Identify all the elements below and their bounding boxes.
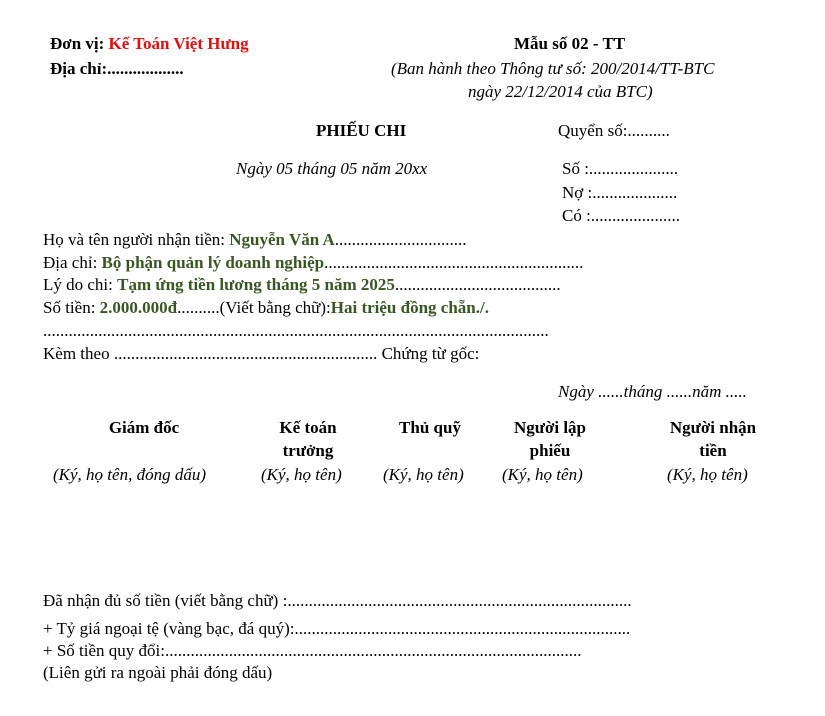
converted-amount-line: + Số tiền quy đổi:.................................................................................................. [43, 641, 582, 660]
sign-date: Ngày ......tháng ......năm ..... [558, 382, 747, 401]
attached-line [43, 343, 479, 364]
issued-line-2: ngày 22/12/2014 của BTC) [468, 82, 653, 101]
attached-label: Kèm theo .............................................................. [43, 344, 378, 363]
address-line [43, 252, 583, 273]
signature-receiver [655, 416, 771, 462]
recipient-label: Họ và tên người nhận tiền: [43, 230, 230, 249]
signature-note: (Ký, họ tên) [383, 465, 464, 484]
recipient-dots: ............................... [334, 230, 467, 249]
signature-chief-accountant [258, 416, 358, 462]
signature-role: Người lập [513, 418, 587, 437]
signature-preparer [498, 416, 602, 462]
signature-note: (Ký, họ tên) [261, 465, 342, 484]
reason-line [43, 274, 561, 295]
address-dots: ............................................................. [324, 253, 584, 272]
signature-role-cont [40, 439, 248, 462]
copy-note: (Liên gửi ra ngoài phải đóng dấu) [43, 663, 273, 682]
exchange-rate-line: + Tỷ giá ngoại tệ (vàng bạc, đá quý):............................................................................... [43, 619, 631, 638]
credit-account: Có :..................... [562, 206, 681, 225]
signature-role: Kế toán [279, 418, 337, 437]
signature-role-cont: trưởng [282, 441, 334, 460]
signature-director [40, 416, 248, 462]
reason-label: Lý do chi: [43, 275, 118, 294]
address-label: Địa chỉ: [43, 253, 102, 272]
signature-role: Giám đốc [108, 418, 180, 437]
reason-value: Tạm ứng tiền lương tháng 5 năm 2025 [117, 275, 395, 294]
form-number: Mẫu số 02 - TT [514, 34, 626, 53]
received-amount-line: Đã nhận đủ số tiền (viết bằng chữ) :................................................................................. [43, 591, 632, 610]
address-value: Bộ phận quản lý doanh nghiệp [101, 253, 325, 272]
amount-words: Hai triệu đồng chẵn./. [330, 298, 489, 317]
issued-line-1: (Ban hành theo Thông tư số: 200/2014/TT-BTC [391, 59, 715, 78]
signature-note: (Ký, họ tên, đóng dấu) [53, 465, 206, 484]
book-number: Quyển số:.......... [558, 121, 670, 140]
attached-suffix: Chứng từ gốc: [377, 344, 480, 363]
debit-account: Nợ :.................... [562, 183, 678, 202]
signature-role: Người nhận [669, 418, 757, 437]
amount-value: 2.000.000đ [99, 298, 178, 317]
amount-mid: ..........(Viết bằng chữ): [177, 298, 331, 317]
signature-note: (Ký, họ tên) [667, 465, 748, 484]
unit-value: Kế Toán Việt Hưng [108, 34, 249, 53]
unit-line [50, 33, 249, 54]
signature-note: (Ký, họ tên) [502, 465, 583, 484]
signature-role-cont: phiếu [529, 441, 571, 460]
signature-cashier [380, 416, 480, 462]
amount-label: Số tiền: [43, 298, 100, 317]
recipient-line [43, 229, 467, 250]
signature-role-cont [380, 439, 480, 462]
signature-role-cont: tiền [699, 441, 727, 460]
signature-role: Thủ quỹ [399, 418, 461, 437]
document-date: Ngày 05 tháng 05 năm 20xx [236, 159, 428, 178]
amount-line [43, 297, 489, 318]
voucher-number: Số :..................... [562, 159, 679, 178]
address-header: Địa chỉ:.................. [50, 59, 184, 78]
recipient-value: Nguyễn Văn A [229, 230, 335, 249]
page-title: PHIẾU CHI [316, 121, 407, 140]
unit-label: Đơn vị: [50, 34, 109, 53]
blank-line: ....................................................................................................................... [43, 321, 549, 340]
reason-dots: ....................................... [394, 275, 561, 294]
